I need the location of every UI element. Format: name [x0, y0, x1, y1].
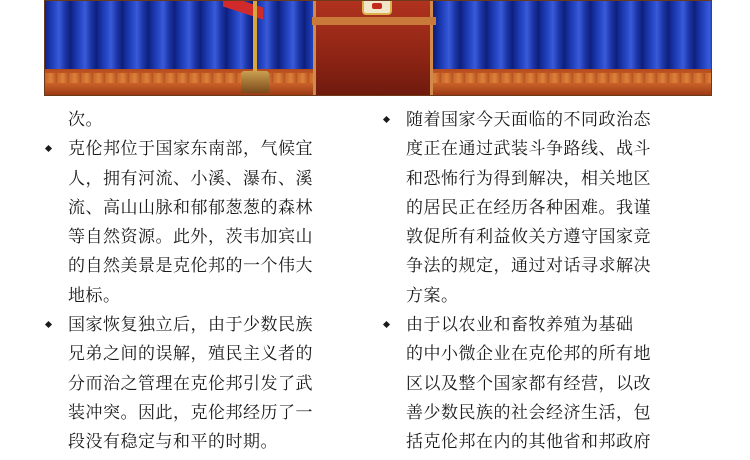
emblem-icon — [362, 1, 392, 15]
paragraph-line: 段没有稳定与和平的时期。 — [68, 432, 278, 453]
paragraph-line: 流、高山山脉和郁郁葱葱的森林 — [68, 197, 313, 218]
list-item — [384, 106, 696, 311]
paragraph-line: 敦促所有利益攸关方遵守国家竞 — [406, 227, 651, 248]
paragraph-line: 方案。 — [406, 285, 459, 306]
flag-base — [241, 71, 269, 93]
paragraph-line: 和恐怖行为得到解决，相关地区 — [406, 168, 651, 189]
paragraph-line: 人，拥有河流、小溪、瀑布、溪 — [68, 168, 313, 189]
diamond-bullet-icon — [383, 116, 390, 123]
right-column — [384, 106, 696, 458]
list-item — [384, 311, 696, 457]
diamond-bullet-icon — [45, 321, 52, 328]
paragraph-line: 善少数民族的社会经济生活，包 — [406, 402, 651, 423]
flag-stand — [237, 1, 273, 93]
paragraph-line: 度正在通过武装斗争路线、战斗 — [406, 139, 651, 160]
diamond-bullet-icon — [45, 145, 52, 152]
paragraph-line: 由于以农业和畜牧养殖为基础 — [406, 315, 634, 336]
paragraph-line: 的自然美景是克伦邦的一个伟大 — [68, 256, 313, 277]
paragraph-line: 国家恢复独立后，由于少数民族 — [68, 315, 313, 336]
paragraph-line: 随着国家今天面临的不同政治态 — [406, 110, 651, 130]
paragraph-line: 区以及整个国家都有经营，以改 — [406, 373, 651, 394]
paragraph-line: 的居民正在经历各种困难。我谨 — [406, 197, 651, 218]
paragraph-line: 等自然资源。此外，茨韦加宾山 — [68, 227, 313, 248]
continuation-text: 次。 — [68, 110, 103, 130]
paragraph-line: 分而治之管理在克伦邦引发了武 — [68, 373, 313, 394]
paragraph-line: 兄弟之间的误解，殖民主义者的 — [68, 344, 313, 365]
paragraph-line: 装冲突。因此，克伦邦经历了一 — [68, 402, 313, 423]
paragraph-line: 地标。 — [68, 285, 121, 306]
paragraph-line: 的中小微企业在克伦邦的所有地 — [406, 344, 651, 365]
header-photo — [44, 0, 712, 96]
list-item — [46, 311, 358, 457]
paragraph-line: 争法的规定，通过对话寻求解决 — [406, 256, 651, 277]
flag-pole — [253, 1, 257, 79]
podium-ledge — [312, 17, 436, 25]
list-item — [46, 135, 358, 311]
paragraph-line: 括克伦邦在内的其他省和邦政府 — [406, 432, 651, 453]
podium — [313, 1, 433, 96]
paragraph-line: 克伦邦位于国家东南部，气候宜 — [68, 139, 313, 160]
diamond-bullet-icon — [383, 321, 390, 328]
left-column — [46, 106, 358, 458]
